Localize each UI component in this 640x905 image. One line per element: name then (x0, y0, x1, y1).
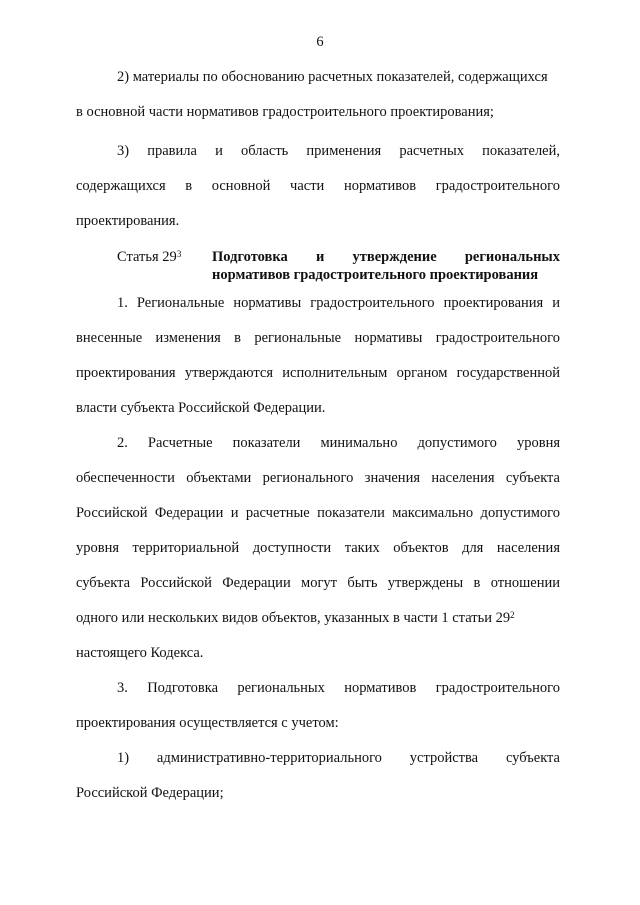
text-line: 1) административно-территориального устройства субъекта (117, 750, 560, 766)
text-line: 2. Расчетные показатели минимально допустимого уровня (117, 435, 560, 451)
article-superscript: 3 (176, 249, 182, 259)
text-line: Российской Федерации; (76, 785, 224, 801)
text-line: уровня территориальной доступности таких объектов для населения (76, 540, 560, 556)
text-line: проектирования осуществляется с учетом: (76, 715, 339, 731)
article-title: нормативов градостроительного проектирования (212, 267, 539, 283)
text-line: субъекта Российской Федерации могут быть утверждены в отношении (76, 575, 560, 591)
text-line: в основной части нормативов градостроительного проектирования; (76, 104, 494, 120)
page-number: 6 (316, 34, 324, 50)
text-line: 3) правила и область применения расчетных показателей, (117, 143, 560, 159)
text-line: содержащихся в основной части нормативов градостроительного (76, 178, 560, 194)
superscript: 2 (510, 610, 515, 620)
article-title: Подготовка и утверждение региональных (212, 249, 560, 265)
text-line: внесенные изменения в региональные нормативы градостроительного (76, 330, 560, 346)
text-line: власти субъекта Российской Федерации. (76, 400, 326, 416)
text-line: настоящего Кодекса. (76, 645, 204, 661)
text-line: проектирования утверждаются исполнительным органом государственной (76, 365, 560, 381)
text-line: проектирования. (76, 213, 180, 229)
text-line: обеспеченности объектами регионального значения населения субъекта (76, 470, 560, 486)
text-line: 1. Региональные нормативы градостроительного проектирования и (117, 295, 560, 311)
text-line: одного или нескольких видов объектов, указанных в части 1 статьи $29^2$ (76, 610, 515, 626)
text-line: 2) материалы по обоснованию расчетных показателей, содержащихся (117, 69, 548, 85)
text-line: 3. Подготовка региональных нормативов градостроительного (117, 680, 560, 696)
article-label: Статья $29^3$ (117, 249, 182, 265)
text-line: Российской Федерации и расчетные показатели максимально допустимого (76, 505, 560, 521)
